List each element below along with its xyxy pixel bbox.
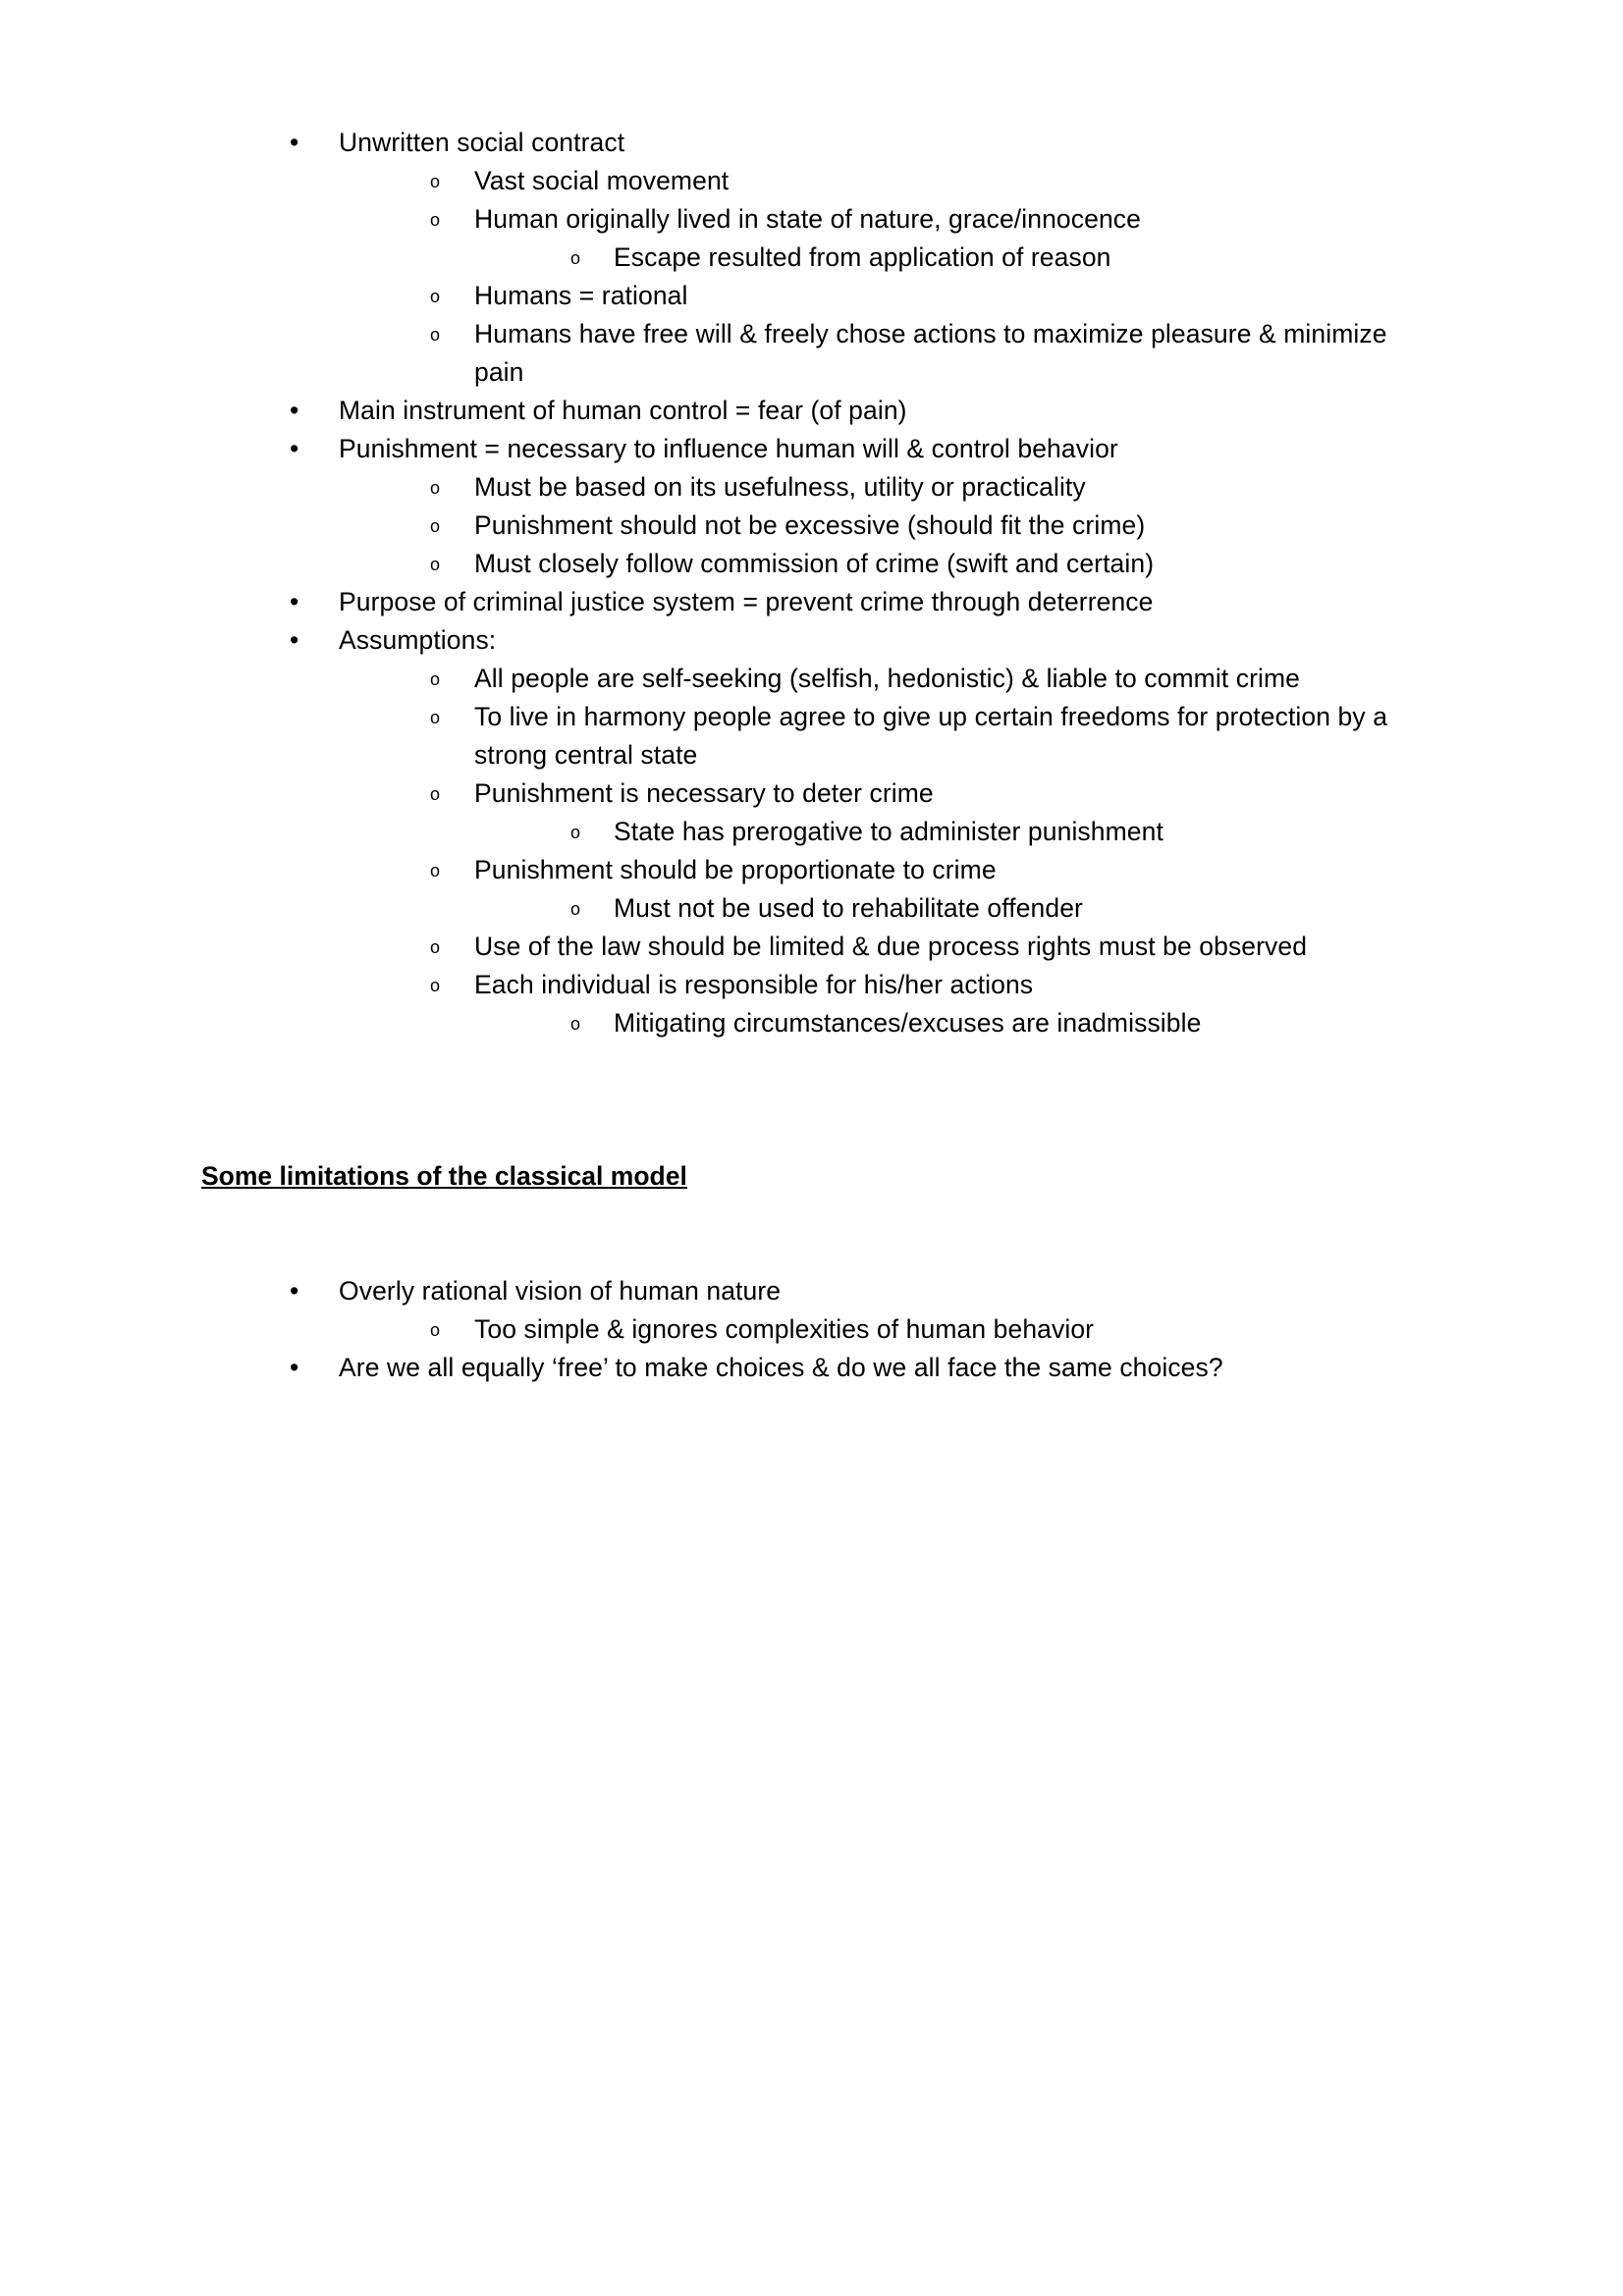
list-item <box>201 813 1429 851</box>
list-item-text: Are we all equally ‘free’ to make choices & do we all face the same choices? <box>339 1353 1223 1382</box>
circle-bullet-icon: o <box>430 555 441 574</box>
outline-top <box>201 124 1429 1042</box>
list-item <box>201 430 1429 468</box>
bullet-icon: • <box>290 587 299 616</box>
circle-bullet-icon: o <box>430 287 441 306</box>
list-item-text: Punishment should be proportionate to crime <box>474 855 997 884</box>
list-item-text: Too simple & ignores complexities of human behavior <box>474 1314 1095 1344</box>
list-item <box>201 889 1429 928</box>
circle-bullet-icon: o <box>570 899 581 919</box>
list-item <box>201 851 1429 889</box>
list-item-text: Purpose of criminal justice system = prevent crime through deterrence <box>339 587 1154 616</box>
list-item <box>201 468 1429 507</box>
circle-bullet-icon: o <box>430 861 441 881</box>
list-item <box>201 583 1429 621</box>
list-item-text: Punishment = necessary to influence human will & control behavior <box>339 434 1118 463</box>
list-item-text: State has prerogative to administer punishment <box>614 817 1163 846</box>
list-item <box>201 162 1429 200</box>
paragraph-spacer <box>201 1042 1429 1157</box>
circle-bullet-icon: o <box>430 784 441 804</box>
list-item-text: Human originally lived in state of nature, grace/innocence <box>474 204 1141 234</box>
list-item <box>201 698 1429 774</box>
outline-bottom <box>201 1272 1429 1387</box>
bullet-icon: • <box>290 1276 299 1306</box>
list-item-text: Each individual is responsible for his/her actions <box>474 970 1034 999</box>
circle-bullet-icon: o <box>430 708 441 727</box>
bullet-icon: • <box>290 396 299 425</box>
list-item-text: Escape resulted from application of reason <box>614 242 1111 272</box>
list-item <box>201 1349 1429 1387</box>
list-item <box>201 200 1429 239</box>
list-item <box>201 1272 1429 1310</box>
list-item <box>201 315 1429 392</box>
bullet-icon: • <box>290 1353 299 1382</box>
circle-bullet-icon: o <box>430 325 441 345</box>
list-item <box>201 1004 1429 1042</box>
list-item <box>201 392 1429 430</box>
list-item <box>201 277 1429 315</box>
list-item <box>201 621 1429 660</box>
circle-bullet-icon: o <box>430 210 441 230</box>
circle-bullet-icon: o <box>430 516 441 536</box>
list-item <box>201 545 1429 583</box>
circle-bullet-icon: o <box>430 478 441 498</box>
circle-bullet-icon: o <box>430 976 441 995</box>
list-item <box>201 1310 1429 1349</box>
list-item-text: Punishment is necessary to deter crime <box>474 778 934 808</box>
circle-bullet-icon: o <box>430 937 441 957</box>
bullet-icon: • <box>290 128 299 157</box>
list-item-text: Must be based on its usefulness, utility or practicality <box>474 472 1086 502</box>
list-item-text: Use of the law should be limited & due process rights must be observed <box>474 932 1308 961</box>
list-item-text: Overly rational vision of human nature <box>339 1276 782 1306</box>
list-item-text: Main instrument of human control = fear (of pain) <box>339 396 907 425</box>
list-item-text: Punishment should not be excessive (should fit the crime) <box>474 510 1146 540</box>
bullet-icon: • <box>290 434 299 463</box>
circle-bullet-icon: o <box>570 1014 581 1034</box>
list-item-text: Assumptions: <box>339 625 497 655</box>
list-item-text: To live in harmony people agree to give up certain freedoms for protection by a strong central state <box>474 702 1388 770</box>
list-item <box>201 774 1429 813</box>
list-item-text: Unwritten social contract <box>339 128 625 157</box>
bullet-icon: • <box>290 625 299 655</box>
list-item <box>201 928 1429 966</box>
list-item <box>201 966 1429 1004</box>
document-body <box>201 124 1429 1387</box>
circle-bullet-icon: o <box>570 248 581 268</box>
list-item-text: Mitigating circumstances/excuses are inadmissible <box>614 1008 1202 1038</box>
circle-bullet-icon: o <box>430 1320 441 1340</box>
list-item <box>201 660 1429 698</box>
list-item <box>201 239 1429 277</box>
circle-bullet-icon: o <box>430 669 441 689</box>
list-item-text: Humans = rational <box>474 281 688 310</box>
list-item-text: Must closely follow commission of crime (swift and certain) <box>474 549 1155 578</box>
list-item-text: Must not be used to rehabilitate offender <box>614 893 1083 923</box>
page-section-heading: Some limitations of the classical model <box>201 1161 687 1191</box>
list-item-text: Vast social movement <box>474 166 730 195</box>
list-item <box>201 507 1429 545</box>
paragraph-spacer <box>201 1196 1429 1272</box>
list-item <box>201 124 1429 162</box>
list-item-text: Humans have free will & freely chose actions to maximize pleasure & minimize pain <box>474 319 1387 387</box>
circle-bullet-icon: o <box>570 823 581 842</box>
list-item-text: All people are self-seeking (selfish, hedonistic) & liable to commit crime <box>474 664 1301 693</box>
circle-bullet-icon: o <box>430 172 441 191</box>
